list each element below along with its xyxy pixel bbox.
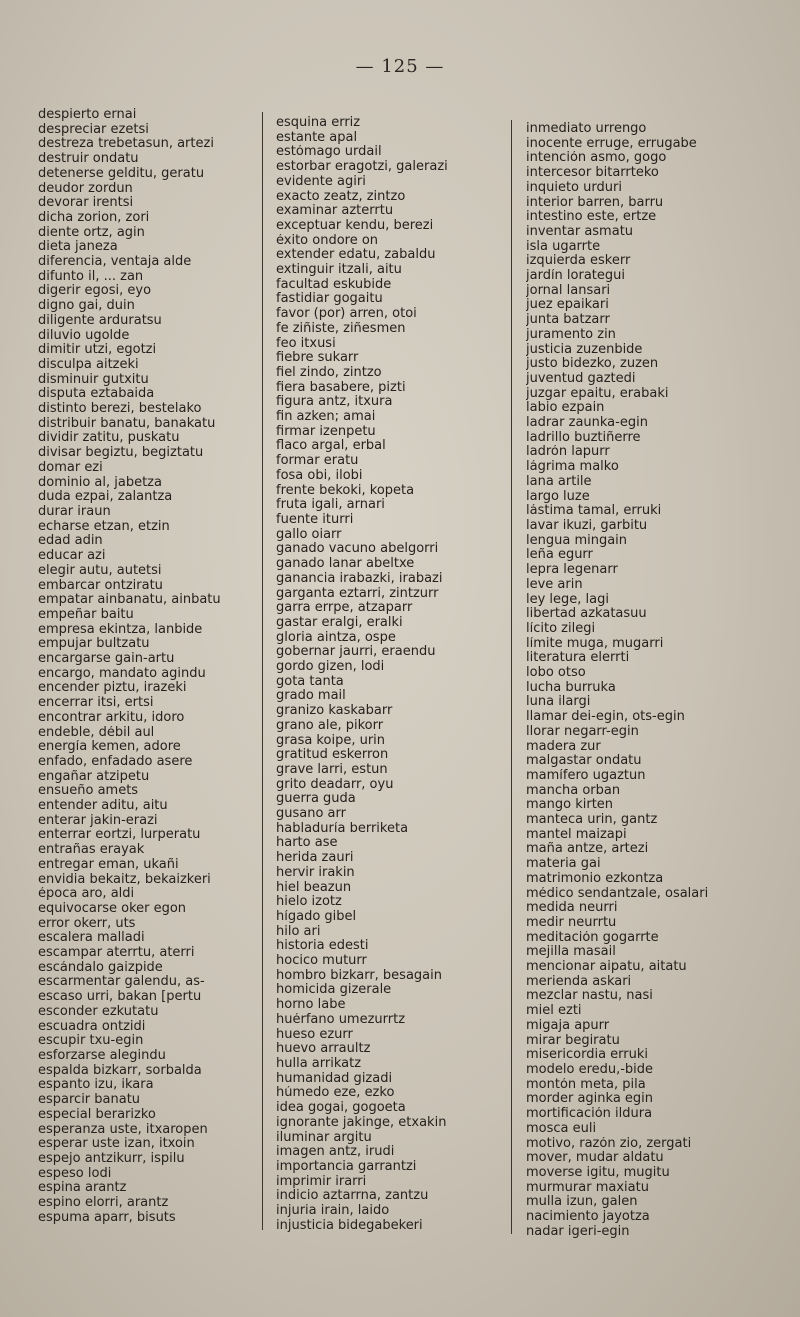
- dictionary-entry: espejo antzikurr, ispilu: [38, 1151, 185, 1166]
- dictionary-entry: gordo gizen, lodi: [276, 660, 385, 675]
- dictionary-entry: libertad azkatasuu: [526, 607, 647, 622]
- dictionary-entry: matrimonio ezkontza: [526, 871, 664, 886]
- dictionary-entry: grito deadarr, oyu: [276, 777, 394, 792]
- dictionary-entry: dominio al, jabetza: [38, 475, 162, 490]
- dictionary-entry: encender piztu, irazeki: [38, 681, 187, 696]
- dictionary-entry: entrañas erayak: [38, 843, 145, 858]
- dictionary-entry: intestino este, ertze: [526, 210, 657, 225]
- dictionary-entry: esparcir banatu: [38, 1093, 141, 1108]
- dictionary-entry: examinar azterrtu: [276, 204, 394, 219]
- dictionary-entry: murmurar maxiatu: [526, 1180, 649, 1195]
- dictionary-entry: izquierda eskerr: [526, 254, 631, 269]
- dictionary-entry: mover, mudar aldatu: [526, 1151, 664, 1166]
- dictionary-entry: lástima tamal, erruki: [526, 504, 662, 519]
- dictionary-entry: estante apal: [276, 130, 358, 145]
- entry-column-1: [38, 108, 254, 1225]
- dictionary-entry: estorbar eragotzi, galerazi: [276, 160, 448, 175]
- dictionary-entry: ignorante jakinge, etxakin: [276, 1115, 447, 1130]
- dictionary-entry: húmedo eze, ezko: [276, 1086, 395, 1101]
- dictionary-entry: jardín lorategui: [526, 269, 626, 284]
- dictionary-entry: frente bekoki, kopeta: [276, 483, 415, 498]
- dictionary-entry: mezclar nastu, nasi: [526, 989, 653, 1004]
- dictionary-entry: encerrar itsi, ertsi: [38, 696, 154, 711]
- dictionary-entry: indicio aztarrna, zantzu: [276, 1189, 429, 1204]
- dictionary-entry: hielo izotz: [276, 895, 342, 910]
- dictionary-entry: miel ezti: [526, 1004, 582, 1019]
- dictionary-entry: juzgar epaitu, erabaki: [526, 386, 669, 401]
- dictionary-entry: gastar eralgi, eralki: [276, 615, 403, 630]
- dictionary-entry: imagen antz, irudi: [276, 1145, 395, 1160]
- dictionary-entry: llamar dei-egin, ots-egin: [526, 710, 685, 725]
- dictionary-entry: inquieto urduri: [526, 180, 622, 195]
- dictionary-entry: esforzarse alegindu: [38, 1049, 166, 1063]
- dictionary-entry: dieta janeza: [38, 240, 118, 255]
- dictionary-entry: justo bidezko, zuzen: [526, 357, 659, 372]
- dictionary-entry: huevo arraultz: [276, 1042, 371, 1057]
- dictionary-entry: injusticia bidegabekeri: [276, 1218, 423, 1233]
- dictionary-entry: huérfano umezurrtz: [276, 1012, 406, 1027]
- dictionary-entry: echarse etzan, etzin: [38, 519, 170, 534]
- dictionary-entry: escaso urri, bakan [pertu: [38, 990, 202, 1005]
- dictionary-entry: diluvio ugolde: [38, 328, 130, 343]
- dictionary-entry: habladuría berriketa: [276, 821, 409, 836]
- dictionary-entry: mejilla masail: [526, 945, 616, 960]
- dictionary-entry: intercesor bitarrteko: [526, 166, 659, 181]
- dictionary-entry: misericordia erruki: [526, 1048, 649, 1063]
- dictionary-entry: morder aginka egin: [526, 1092, 654, 1107]
- dictionary-entry: especial berarizko: [38, 1107, 156, 1122]
- dictionary-entry: medida neurri: [526, 901, 618, 916]
- dictionary-entry: lucha burruka: [526, 680, 616, 695]
- dictionary-entry: grasa koipe, urin: [276, 733, 386, 748]
- dictionary-entry: leve arin: [526, 577, 583, 592]
- dictionary-entry: devorar irentsi: [38, 196, 134, 211]
- dictionary-entry: montón meta, pila: [526, 1077, 646, 1092]
- dictionary-entry: garra errpe, atzaparr: [276, 601, 413, 616]
- dictionary-entry: endeble, débil aul: [38, 725, 155, 740]
- dictionary-entry: distribuir banatu, banakatu: [38, 416, 216, 431]
- dictionary-entry: entregar eman, ukañi: [38, 857, 179, 872]
- dictionary-entry: guerra guda: [276, 792, 356, 807]
- dictionary-entry: evidente agiri: [276, 174, 366, 189]
- dictionary-entry: mulla izun, galen: [526, 1195, 638, 1210]
- dictionary-entry: homicida gizerale: [276, 983, 392, 998]
- dictionary-entry: luna ilargi: [526, 695, 591, 710]
- dictionary-entry: gobernar jaurri, eraendu: [276, 645, 436, 660]
- dictionary-entry: disputa eztabaida: [38, 387, 155, 402]
- dictionary-entry: ganado vacuno abelgorri: [276, 542, 439, 557]
- dictionary-entry: hiel beazun: [276, 880, 352, 895]
- dictionary-entry: digno gai, duin: [38, 299, 135, 314]
- dictionary-entry: empujar bultzatu: [38, 637, 150, 652]
- dictionary-entry: feo itxusi: [276, 336, 336, 351]
- dictionary-entry: motivo, razón zio, zergati: [526, 1136, 692, 1151]
- dictionary-entry: espina arantz: [38, 1181, 127, 1196]
- dictionary-entry: éxito ondore on: [276, 233, 379, 248]
- dictionary-entry: edad adin: [38, 534, 103, 549]
- dictionary-entry: largo luze: [526, 489, 590, 504]
- dictionary-entry: digerir egosi, eyo: [38, 284, 152, 299]
- dictionary-entry: escuadra ontzidi: [38, 1019, 146, 1034]
- dictionary-entry: domar ezi: [38, 460, 103, 475]
- dictionary-entry: empatar ainbanatu, ainbatu: [38, 593, 221, 608]
- dictionary-entry: migaja apurr: [526, 1018, 610, 1033]
- dictionary-entry: engañar atzipetu: [38, 769, 150, 784]
- dictionary-entry: hueso ezurr: [276, 1027, 353, 1042]
- dictionary-entry: esquina erriz: [276, 116, 361, 130]
- dictionary-entry: duda ezpai, zalantza: [38, 490, 173, 505]
- dictionary-entry: embarcar ontziratu: [38, 578, 163, 593]
- dictionary-entry: lana artile: [526, 474, 592, 489]
- dictionary-entry: estómago urdail: [276, 145, 382, 160]
- dictionary-entry: elegir autu, autetsi: [38, 563, 162, 578]
- dictionary-entry: idea gogai, gogoeta: [276, 1101, 406, 1116]
- dictionary-entry: nadar igeri-egin: [526, 1224, 630, 1239]
- dictionary-entry: hilo ari: [276, 924, 321, 939]
- dictionary-entry: destruir ondatu: [38, 152, 139, 167]
- dictionary-entry: hocico muturr: [276, 954, 367, 969]
- dictionary-entry: ensueño amets: [38, 784, 139, 799]
- dictionary-entry: esperar uste izan, itxoin: [38, 1137, 195, 1152]
- dictionary-entry: inocente erruge, errugabe: [526, 136, 697, 151]
- dictionary-entry: ganancia irabazki, irabazi: [276, 571, 443, 586]
- dictionary-entry: lágrima malko: [526, 460, 619, 475]
- dictionary-entry: espeso lodi: [38, 1166, 112, 1181]
- dictionary-entry: hombro bizkarr, besagain: [276, 968, 442, 983]
- dictionary-entry: error okerr, uts: [38, 916, 136, 931]
- dictionary-entry: ladrar zaunka-egin: [526, 416, 648, 431]
- dictionary-entry: detenerse gelditu, geratu: [38, 166, 205, 181]
- dictionary-entry: fiebre sukarr: [276, 351, 359, 366]
- dictionary-entry: humanidad gizadi: [276, 1071, 393, 1086]
- dictionary-entry: escalera malladi: [38, 931, 145, 946]
- dictionary-entry: fruta igali, arnari: [276, 498, 385, 513]
- dictionary-entry: educar azi: [38, 549, 106, 564]
- dictionary-entry: escupir txu-egin: [38, 1034, 144, 1049]
- dictionary-entry: ladrillo buztiñerre: [526, 430, 641, 445]
- dictionary-entry: mancha orban: [526, 783, 621, 798]
- dictionary-entry: grano ale, pikorr: [276, 718, 384, 733]
- dictionary-entry: destreza trebetasun, artezi: [38, 137, 214, 152]
- dictionary-entry: empresa ekintza, lanbide: [38, 622, 203, 637]
- dictionary-entry: exceptuar kendu, berezi: [276, 218, 434, 233]
- dictionary-entry: esperanza uste, itxaropen: [38, 1122, 208, 1137]
- dictionary-entry: ladrón lapurr: [526, 445, 610, 460]
- dictionary-entry: gloria aintza, ospe: [276, 630, 396, 645]
- dictionary-entry: diligente arduratsu: [38, 313, 162, 328]
- dictionary-entry: dicha zorion, zori: [38, 210, 150, 225]
- dictionary-entry: equivocarse oker egon: [38, 901, 187, 916]
- dictionary-entry: llorar negarr-egin: [526, 724, 639, 739]
- dictionary-entry: malgastar ondatu: [526, 754, 642, 769]
- dictionary-entry: ganado lanar abeltxe: [276, 557, 415, 572]
- dictionary-entry: grave larri, estun: [276, 762, 388, 777]
- dictionary-entry: fiera basabere, pizti: [276, 380, 406, 395]
- dictionary-entry: dividir zatitu, puskatu: [38, 431, 180, 446]
- dictionary-entry: lengua mingain: [526, 533, 628, 548]
- dictionary-entry: lícito zilegi: [526, 621, 596, 636]
- dictionary-entry: enterrar eortzi, lurperatu: [38, 828, 201, 843]
- dictionary-entry: gusano arr: [276, 807, 346, 822]
- dictionary-entry: fastidiar gogaitu: [276, 292, 383, 307]
- dictionary-entry: importancia garrantzi: [276, 1159, 417, 1174]
- dictionary-entry: extinguir itzali, aitu: [276, 263, 402, 278]
- dictionary-entry: empeñar baitu: [38, 607, 134, 622]
- entry-column-3: [526, 122, 792, 1239]
- dictionary-entry: inventar asmatu: [526, 224, 634, 239]
- column-divider-2: [511, 120, 512, 1234]
- dictionary-entry: historia edesti: [276, 939, 369, 954]
- dictionary-entry: flaco argal, erbal: [276, 439, 386, 454]
- column-divider-1: [262, 112, 263, 1230]
- dictionary-entry: energía kemen, adore: [38, 740, 181, 755]
- dictionary-entry: injuria irain, laido: [276, 1204, 390, 1219]
- dictionary-entry: envidia bekaitz, bekaizkeri: [38, 872, 211, 887]
- dictionary-entry: espuma aparr, bisuts: [38, 1210, 176, 1225]
- dictionary-entry: encargarse gain-artu: [38, 652, 175, 667]
- dictionary-entry: encontrar arkitu, idoro: [38, 710, 185, 725]
- dictionary-entry: lobo otso: [526, 666, 586, 681]
- dictionary-entry: deudor zordun: [38, 181, 133, 196]
- dictionary-entry: meditación gogarrte: [526, 930, 659, 945]
- dictionary-entry: grado mail: [276, 689, 346, 704]
- dictionary-entry: mantel maizapi: [526, 827, 627, 842]
- dictionary-entry: encargo, mandato agindu: [38, 666, 206, 681]
- dictionary-entry: escándalo gaizpide: [38, 960, 163, 975]
- dictionary-entry: mortificación ildura: [526, 1107, 653, 1122]
- dictionary-entry: espanto izu, ikara: [38, 1078, 154, 1093]
- dictionary-entry: gota tanta: [276, 674, 344, 689]
- page-number: — 125 —: [355, 56, 445, 77]
- dictionary-entry: gallo oiarr: [276, 527, 342, 542]
- dictionary-entry: fuente iturri: [276, 512, 354, 527]
- dictionary-entry: fiel zindo, zintzo: [276, 365, 382, 380]
- dictionary-entry: literatura elerrti: [526, 651, 630, 666]
- dictionary-entry: despierto ernai: [38, 108, 137, 122]
- dictionary-entry: labio ezpain: [526, 401, 605, 416]
- dictionary-entry: mencionar aipatu, aitatu: [526, 960, 687, 975]
- dictionary-entry: despreciar ezetsi: [38, 122, 149, 137]
- dictionary-entry: juventud gaztedi: [526, 371, 636, 386]
- dictionary-entry: harto ase: [276, 836, 338, 851]
- dictionary-entry: modelo eredu,-bide: [526, 1063, 654, 1077]
- dictionary-entry: lavar ikuzi, garbitu: [526, 518, 648, 533]
- dictionary-entry: enfado, enfadado asere: [38, 754, 193, 769]
- dictionary-entry: escarmentar galendu, as-: [38, 975, 205, 990]
- dictionary-entry: fe ziñiste, ziñesmen: [276, 321, 406, 336]
- dictionary-entry: moverse igitu, mugitu: [526, 1165, 670, 1180]
- dictionary-entry: iluminar argitu: [276, 1130, 372, 1145]
- dictionary-entry: difunto il, ... zan: [38, 269, 144, 284]
- dictionary-entry: imprimir irarri: [276, 1174, 367, 1189]
- dictionary-entry: hervir irakin: [276, 865, 355, 880]
- dictionary-entry: espalda bizkarr, sorbalda: [38, 1063, 202, 1078]
- dictionary-entry: escampar aterrtu, aterri: [38, 946, 195, 961]
- dictionary-entry: divisar begiztu, begiztatu: [38, 446, 204, 461]
- dictionary-entry: formar eratu: [276, 454, 359, 469]
- dictionary-entry: gratitud eskerron: [276, 748, 389, 763]
- dictionary-entry: mamífero ugaztun: [526, 768, 646, 783]
- dictionary-entry: merienda askari: [526, 974, 632, 989]
- dictionary-entry: intención asmo, gogo: [526, 151, 667, 166]
- dictionary-entry: leña egurr: [526, 548, 593, 563]
- dictionary-entry: facultad eskubide: [276, 277, 392, 292]
- dictionary-entry: espino elorri, arantz: [38, 1196, 169, 1211]
- dictionary-entry: dimitir utzi, egotzi: [38, 343, 157, 358]
- dictionary-entry: ley lege, lagi: [526, 592, 610, 607]
- dictionary-entry: mosca euli: [526, 1121, 597, 1136]
- dictionary-entry: mango kirten: [526, 798, 614, 813]
- dictionary-entry: hulla arrikatz: [276, 1057, 362, 1071]
- dictionary-entry: fin azken; amai: [276, 410, 376, 425]
- dictionary-entry: disculpa aitzeki: [38, 357, 139, 372]
- dictionary-entry: lepra legenarr: [526, 563, 618, 578]
- dictionary-entry: favor (por) arren, otoi: [276, 307, 417, 322]
- dictionary-entry: enterar jakin-erazi: [38, 813, 158, 828]
- dictionary-entry: juez epaikari: [526, 298, 609, 313]
- dictionary-entry: medir neurrtu: [526, 915, 617, 930]
- dictionary-entry: médico sendantzale, osalari: [526, 886, 709, 901]
- entry-column-2: [276, 116, 498, 1233]
- dictionary-entry: firmar izenpetu: [276, 424, 376, 439]
- dictionary-entry: diferencia, ventaja alde: [38, 255, 192, 270]
- dictionary-entry: interior barren, barru: [526, 195, 664, 210]
- dictionary-entry: época aro, aldi: [38, 887, 135, 902]
- dictionary-entry: isla ugarrte: [526, 239, 601, 254]
- dictionary-entry: nacimiento jayotza: [526, 1210, 650, 1225]
- dictionary-entry: materia gai: [526, 857, 601, 872]
- dictionary-entry: granizo kaskabarr: [276, 704, 393, 719]
- dictionary-entry: exacto zeatz, zintzo: [276, 189, 406, 204]
- dictionary-entry: límite muga, mugarri: [526, 636, 664, 651]
- dictionary-entry: distinto berezi, bestelako: [38, 402, 202, 417]
- dictionary-entry: manteca urin, gantz: [526, 813, 658, 828]
- dictionary-entry: garganta eztarri, zintzurr: [276, 586, 439, 601]
- dictionary-entry: entender aditu, aitu: [38, 799, 168, 814]
- dictionary-entry: extender edatu, zabaldu: [276, 248, 436, 263]
- dictionary-entry: diente ortz, agin: [38, 225, 145, 240]
- dictionary-entry: fosa obi, ilobi: [276, 468, 363, 483]
- dictionary-entry: juramento zin: [526, 327, 616, 342]
- dictionary-entry: durar iraun: [38, 504, 111, 519]
- dictionary-entry: junta batzarr: [526, 313, 610, 328]
- dictionary-entry: figura antz, itxura: [276, 395, 393, 410]
- dictionary-entry: madera zur: [526, 739, 601, 754]
- dictionary-entry: justicia zuzenbide: [526, 342, 643, 357]
- dictionary-entry: inmediato urrengo: [526, 122, 647, 136]
- dictionary-entry: jornal lansari: [526, 283, 611, 298]
- dictionary-entry: esconder ezkutatu: [38, 1004, 159, 1019]
- dictionary-entry: hígado gibel: [276, 909, 357, 924]
- dictionary-entry: mirar begiratu: [526, 1033, 620, 1048]
- dictionary-entry: horno labe: [276, 998, 346, 1013]
- dictionary-entry: herida zauri: [276, 851, 354, 866]
- dictionary-entry: disminuir gutxitu: [38, 372, 149, 387]
- dictionary-entry: maña antze, artezi: [526, 842, 649, 857]
